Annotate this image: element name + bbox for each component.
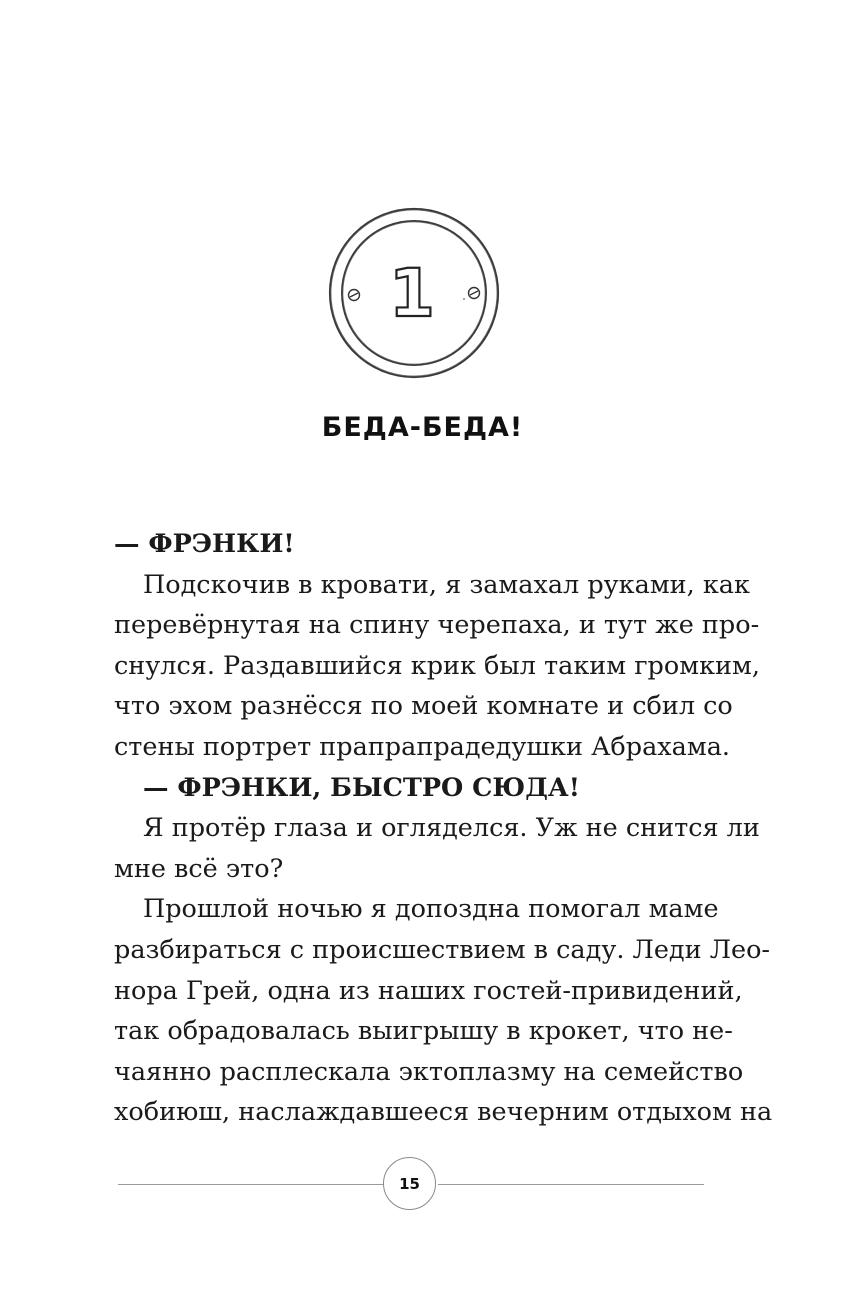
paragraph-line: Я протёр глаза и огляделся. Уж не снится ли	[143, 813, 760, 844]
chapter-title: БЕДА-БЕДА!	[321, 412, 524, 443]
paragraph-line: нора Грей, одна из наших гостей-привидений,	[114, 975, 743, 1006]
dialogue-line: — ФРЭНКИ!	[114, 529, 295, 559]
chapter-body	[114, 524, 773, 1133]
paragraph-line: хобиюш, наслаждавшееся вечерним отдыхом на	[114, 1097, 773, 1128]
footer-rule-left	[118, 1184, 384, 1185]
page-number-circle	[383, 1157, 436, 1210]
screw-left-icon	[349, 290, 360, 301]
paragraph-line: так обрадовалась выигрышу в крокет, что не-	[114, 1016, 733, 1047]
footer-rule-right	[438, 1184, 704, 1185]
paragraph-line: перевёрнутая на спину черепаха, и тут же про-	[114, 610, 760, 641]
paragraph-line: Подскочив в кровати, я замахал руками, как	[143, 569, 750, 600]
page-number: 15	[399, 1174, 420, 1193]
paragraph-line: разбираться с происшествием в саду. Леди Лео-	[114, 934, 771, 965]
paragraph-line: Прошлой ночью я допоздна помогал маме	[143, 894, 719, 925]
dialogue-line: — ФРЭНКИ, БЫСТРО СЮДА!	[143, 772, 580, 803]
screw-right-icon	[469, 288, 480, 299]
chapter-number-badge	[327, 206, 501, 380]
paragraph-line: снулся. Раздавшийся крик был таким громким,	[114, 650, 760, 681]
paragraph-line: мне всё это?	[114, 853, 284, 884]
paragraph-line: стены портрет прапрапрадедушки Абрахама.	[114, 731, 731, 762]
page-footer	[118, 1157, 704, 1213]
paragraph-line: что эхом разнёсся по моей комнате и сбил со	[114, 691, 733, 722]
paragraph-line: чаянно расплескала эктоплазму на семейство	[114, 1056, 744, 1087]
chapter-number: 1	[389, 255, 435, 332]
